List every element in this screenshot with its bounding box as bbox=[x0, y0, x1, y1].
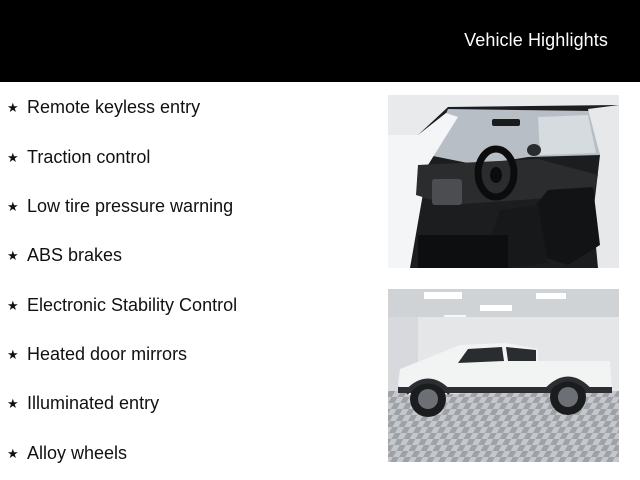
list-item bbox=[7, 342, 187, 366]
list-item bbox=[7, 441, 127, 465]
feature-label: ABS brakes bbox=[27, 244, 123, 265]
header-bar bbox=[0, 0, 640, 82]
feature-label: Traction control bbox=[27, 146, 151, 167]
interior-photo bbox=[388, 95, 619, 268]
star-icon: ★ bbox=[7, 297, 19, 313]
feature-label: Alloy wheels bbox=[27, 442, 128, 463]
star-icon: ★ bbox=[7, 198, 19, 214]
feature-label: Heated door mirrors bbox=[27, 343, 188, 364]
page-title: Vehicle Highlights bbox=[464, 30, 608, 50]
feature-label: Remote keyless entry bbox=[27, 96, 201, 117]
star-icon: ★ bbox=[7, 445, 19, 461]
star-icon: ★ bbox=[7, 149, 19, 165]
exterior-photo bbox=[388, 289, 619, 462]
feature-label: Low tire pressure warning bbox=[27, 195, 234, 216]
list-item bbox=[7, 194, 233, 218]
list-item bbox=[7, 95, 200, 119]
star-icon: ★ bbox=[7, 247, 19, 263]
list-item bbox=[7, 243, 122, 267]
list-item bbox=[7, 145, 150, 169]
feature-list bbox=[0, 82, 380, 480]
star-icon: ★ bbox=[7, 395, 19, 411]
feature-label: Electronic Stability Control bbox=[27, 294, 238, 315]
star-icon: ★ bbox=[7, 99, 19, 115]
star-icon: ★ bbox=[7, 346, 19, 362]
list-item bbox=[7, 391, 159, 415]
list-item bbox=[7, 293, 237, 317]
feature-label: Illuminated entry bbox=[27, 392, 160, 413]
